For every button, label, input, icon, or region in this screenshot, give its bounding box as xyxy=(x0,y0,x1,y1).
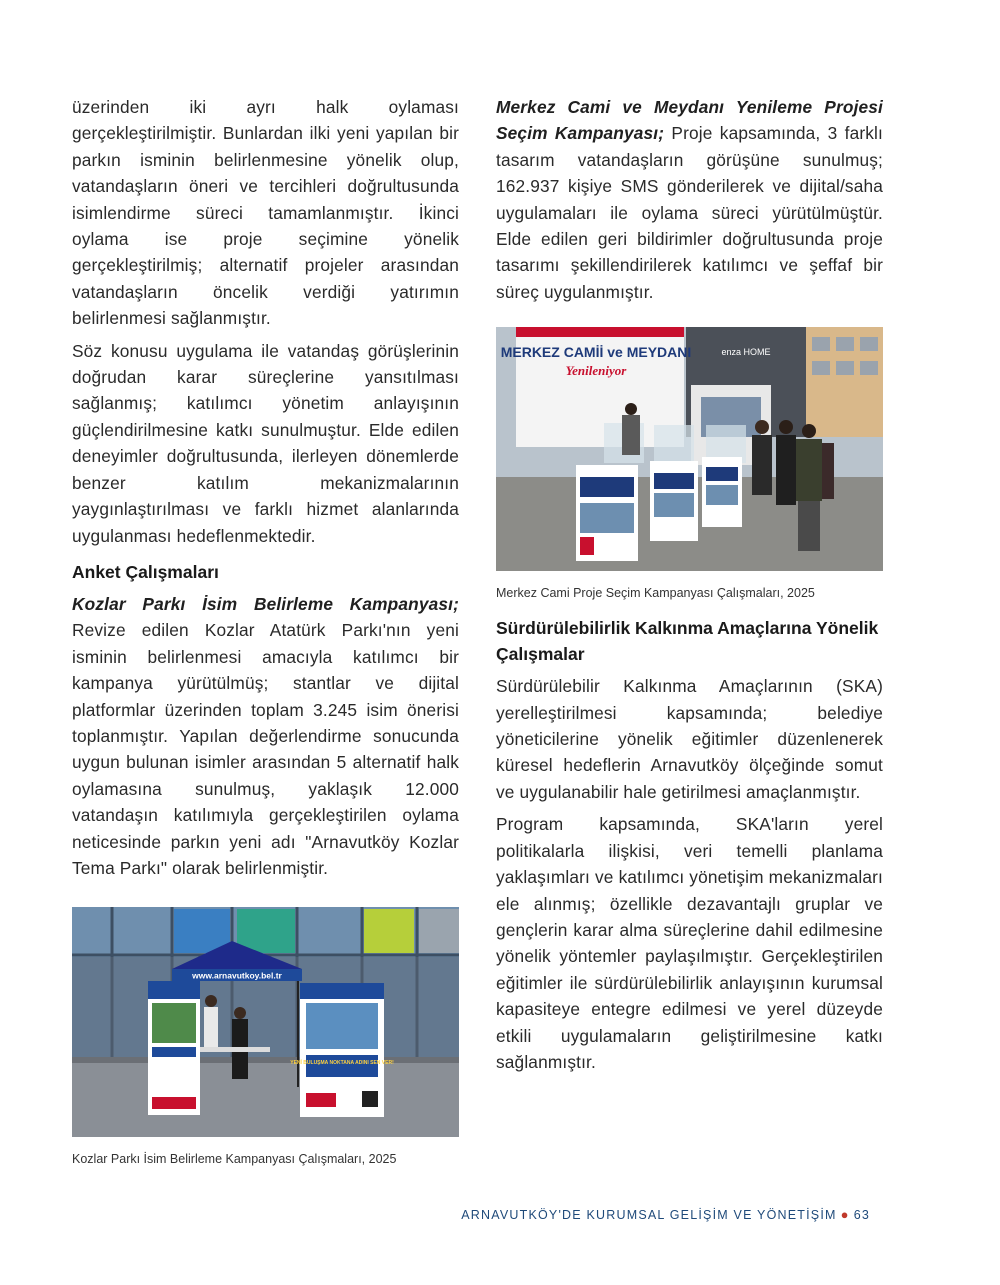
page-footer xyxy=(461,1207,870,1222)
section-heading-ska: Sürdürülebilirlik Kalkınma Amaçlarına Yönelik Çalışmalar xyxy=(496,618,879,665)
paragraph-oylama: üzerinden iki ayrı halk oylaması gerçekleştirilmiştir. Bunlardan ilki yeni yapılan bir parkın isminin belirlenmesine yönelik olup, vatandaşların öneri ve tercihleri doğrultusunda isimlendirme süreci tamamlanmıştır. İkinci oylama ise proje seçimine yönelik gerçekleştirilmiş; alternatif projeler arasından vatandaşların öncelik verdiği yatırımın belirlenmesi sağlanmıştır. xyxy=(72,97,459,329)
right-column xyxy=(496,94,883,1075)
paragraph-kozlar xyxy=(72,591,459,881)
section-heading-anket: Anket Çalışmaları xyxy=(72,561,219,582)
merkez-cami-text: Proje kapsamında, 3 farklı tasarım vatandaşların görüşüne sunulmuş; 162.937 kişiye SMS gönderilerek ve dijital/saha uygulamaları ile oylama süreci yürütülmüştür. Elde edilen geri bildirimler doğrultusunda proje tasarımı şekillendirilerek katılımcı ve şeffaf bir süreç uygulanmıştır. xyxy=(496,123,884,302)
kozlar-lead: Kozlar Parkı İsim Belirleme Kampanyası; xyxy=(72,593,459,614)
merkez-cami-lead: Merkez Cami ve Meydanı Yenileme Projesi Seçim Kampanyası; xyxy=(496,97,883,144)
left-column xyxy=(72,94,459,1167)
paragraph-ska-1: Sürdürülebilir Kalkınma Amaçlarının (SKA) yerelleştirilmesi kapsamında; belediye yöneticilerine yönelik eğitimler düzenlenerek küresel hedeflerin Arnavutköy ölçeğinde somut ve uygulanabilir hale getirilmesi amaçlanmıştır. xyxy=(496,676,883,802)
kozlar-text: Revize edilen Kozlar Atatürk Parkı'nın yeni isminin belirlenmesi amacıyla katılımcı bir kampanya yürütülmüş; stantlar ve dijital platformlar üzerinden toplam 3.245 isim önerisi toplanmıştır. Yapılan değerlendirme sonucunda uygun bulunan isimler arasından 5 alternatif halk oylamasına sunulmuş, yaklaşık 12.000 vatandaşın katılımıyla gerçekleştirilen oylama neticesinde parkın yeni adı "Arnavutköy Kozlar Tema Parkı" olarak belirlenmiştir. xyxy=(72,620,459,878)
paragraph-merkez-cami xyxy=(496,94,883,305)
footer-title: ARNAVUTKÖY'DE KURUMSAL GELİŞİM VE YÖNETİŞİM xyxy=(461,1208,837,1222)
photo-merkez-cami xyxy=(496,327,883,571)
caption-kozlar: Kozlar Parkı İsim Belirleme Kampanyası Çalışmaları, 2025 xyxy=(72,1152,397,1167)
page-number: 63 xyxy=(853,1208,870,1222)
photo-store-text: enza HOME xyxy=(721,347,771,358)
photo-title-text: MERKEZ CAMİİ ve MEYDANI xyxy=(500,344,692,361)
photo-sign-text: www.arnavutkoy.bel.tr xyxy=(192,970,282,981)
photo-banner-text: YENİ BULUŞMA NOKTANA ADINI SEN VER! xyxy=(290,1060,394,1067)
photo-kozlar-park xyxy=(72,907,459,1137)
paragraph-uygulama: Söz konusu uygulama ile vatandaş görüşlerinin doğrudan karar süreçlerine yansıtılması sağlanmış; katılımcı yönetim anlayışının güçlendirilmesine katkı sunulmuştur. Elde edilen deneyimler doğrultusunda, ilerleyen dönemlerde benzer katılım mekanizmalarının yaygınlaştırılması ve farklı hizmet alanlarında uygulanması hedeflenmektedir. xyxy=(72,340,459,546)
photo-subtitle-text: Yenileniyor xyxy=(565,363,627,379)
caption-merkez-cami: Merkez Cami Proje Seçim Kampanyası Çalışmaları, 2025 xyxy=(496,586,815,601)
paragraph-ska-2: Program kapsamında, SKA'ların yerel politikalarla ilişkisi, veri temelli planlama yaklaşımları ve katılımcı yönetişim mekanizmaları ele alınmış; özellikle dezavantajlı gruplar ve gençlerin karar alma süreçlerine dahil edilmesine yönelik yöntemler paylaşılmıştır. Gerçekleştirilen eğitimler ile sürdürülebilirlik anlayışının kurumsal kapasiteye entegre edilmesi ve yerel düzeyde etkili uygulamaların geliştirilmesine katkı sağlanmıştır. xyxy=(496,814,883,1072)
footer-bullet-icon: ● xyxy=(840,1207,850,1222)
